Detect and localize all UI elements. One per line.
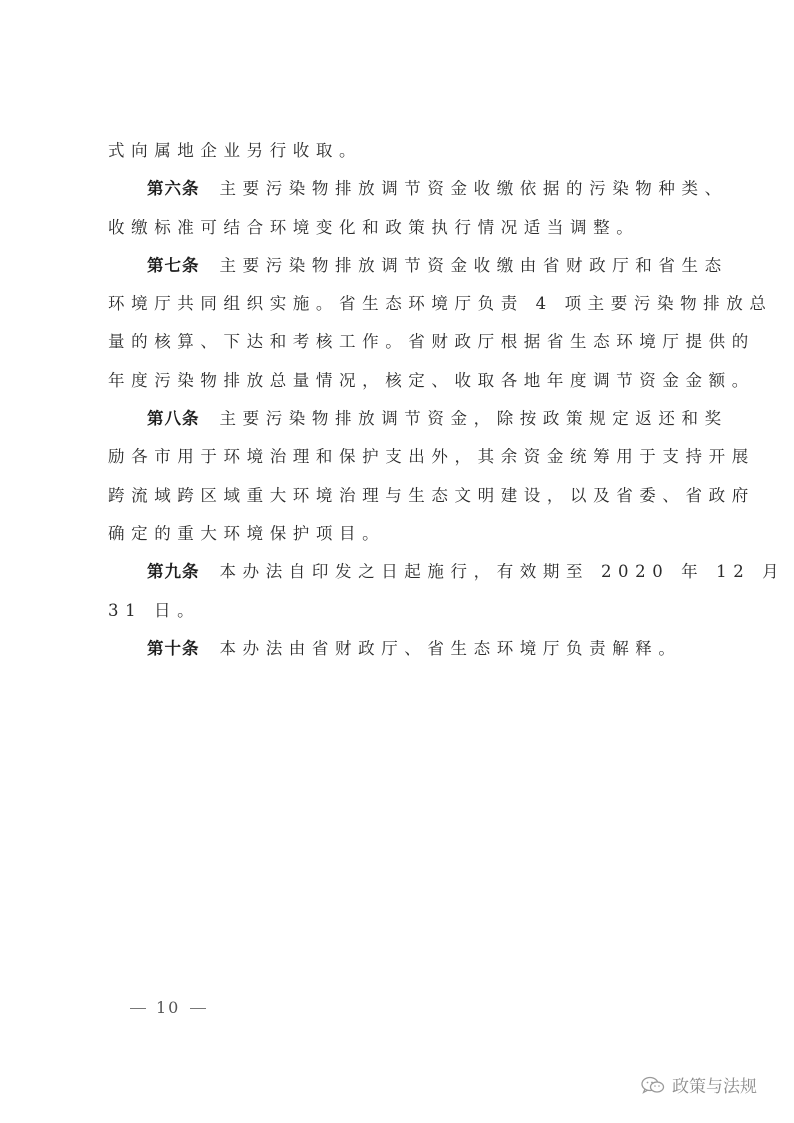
article-number-8: 第八条 bbox=[147, 409, 200, 429]
line-text: 式向属地企业另行收取。 bbox=[108, 141, 363, 160]
line-text: 年度污染物排放总量情况，核定、收取各地年度调节资金金额。 bbox=[108, 370, 755, 390]
article-9-line-2 bbox=[108, 592, 698, 630]
article-number-6: 第六条 bbox=[147, 179, 200, 199]
text-line-1 bbox=[108, 132, 698, 170]
article-7-line-1 bbox=[108, 247, 728, 285]
article-number-10: 第十条 bbox=[147, 638, 200, 658]
article-8-line-3 bbox=[108, 477, 755, 515]
line-text: 主要污染物排放调节资金收缴由省财政厅和省生态 bbox=[219, 255, 728, 275]
page-number-value: 10 bbox=[156, 998, 181, 1017]
line-text: 跨流域跨区域重大环境治理与生态文明建设，以及省委、省政府 bbox=[108, 485, 755, 505]
watermark-label: 政策与法规 bbox=[672, 1077, 757, 1097]
article-6-line-2 bbox=[108, 209, 698, 247]
article-7-line-4 bbox=[108, 362, 755, 400]
article-9-line-1 bbox=[108, 553, 786, 591]
dash-left bbox=[130, 1008, 146, 1009]
line-text: 环境厅共同组织实施。省生态环境厅负责 4 项主要污染物排放总 bbox=[108, 294, 773, 314]
line-text: 本办法由省财政厅、省生态环境厅负责解释。 bbox=[219, 638, 682, 658]
wechat-icon bbox=[640, 1075, 666, 1095]
article-7-line-2 bbox=[108, 285, 773, 323]
line-text: 主要污染物排放调节资金，除按政策规定返还和奖 bbox=[219, 409, 728, 429]
article-8-line-2 bbox=[108, 438, 755, 476]
article-10-line-1 bbox=[108, 630, 698, 668]
line-text: 主要污染物排放调节资金收缴依据的污染物种类、 bbox=[219, 179, 728, 199]
article-8-line-4 bbox=[108, 515, 698, 553]
document-body bbox=[108, 132, 786, 668]
dash-right bbox=[190, 1008, 206, 1009]
line-text: 收缴标准可结合环境变化和政策执行情况适当调整。 bbox=[108, 217, 640, 237]
line-text: 本办法自印发之日起施行，有效期至 2020 年 12 月 bbox=[219, 562, 786, 582]
article-8-line-1 bbox=[108, 400, 728, 438]
line-text: 量的核算、下达和考核工作。省财政厅根据省生态环境厅提供的 bbox=[108, 332, 755, 352]
line-text: 确定的重大环境保护项目。 bbox=[108, 523, 386, 543]
article-6-line-1 bbox=[108, 170, 728, 208]
watermark bbox=[640, 1072, 757, 1097]
page-number bbox=[120, 998, 216, 1017]
line-text: 31 日。 bbox=[108, 600, 201, 620]
article-7-line-3 bbox=[108, 323, 755, 361]
line-text: 励各市用于环境治理和保护支出外，其余资金统筹用于支持开展 bbox=[108, 447, 755, 467]
article-number-9: 第九条 bbox=[147, 562, 200, 582]
article-number-7: 第七条 bbox=[147, 255, 200, 275]
